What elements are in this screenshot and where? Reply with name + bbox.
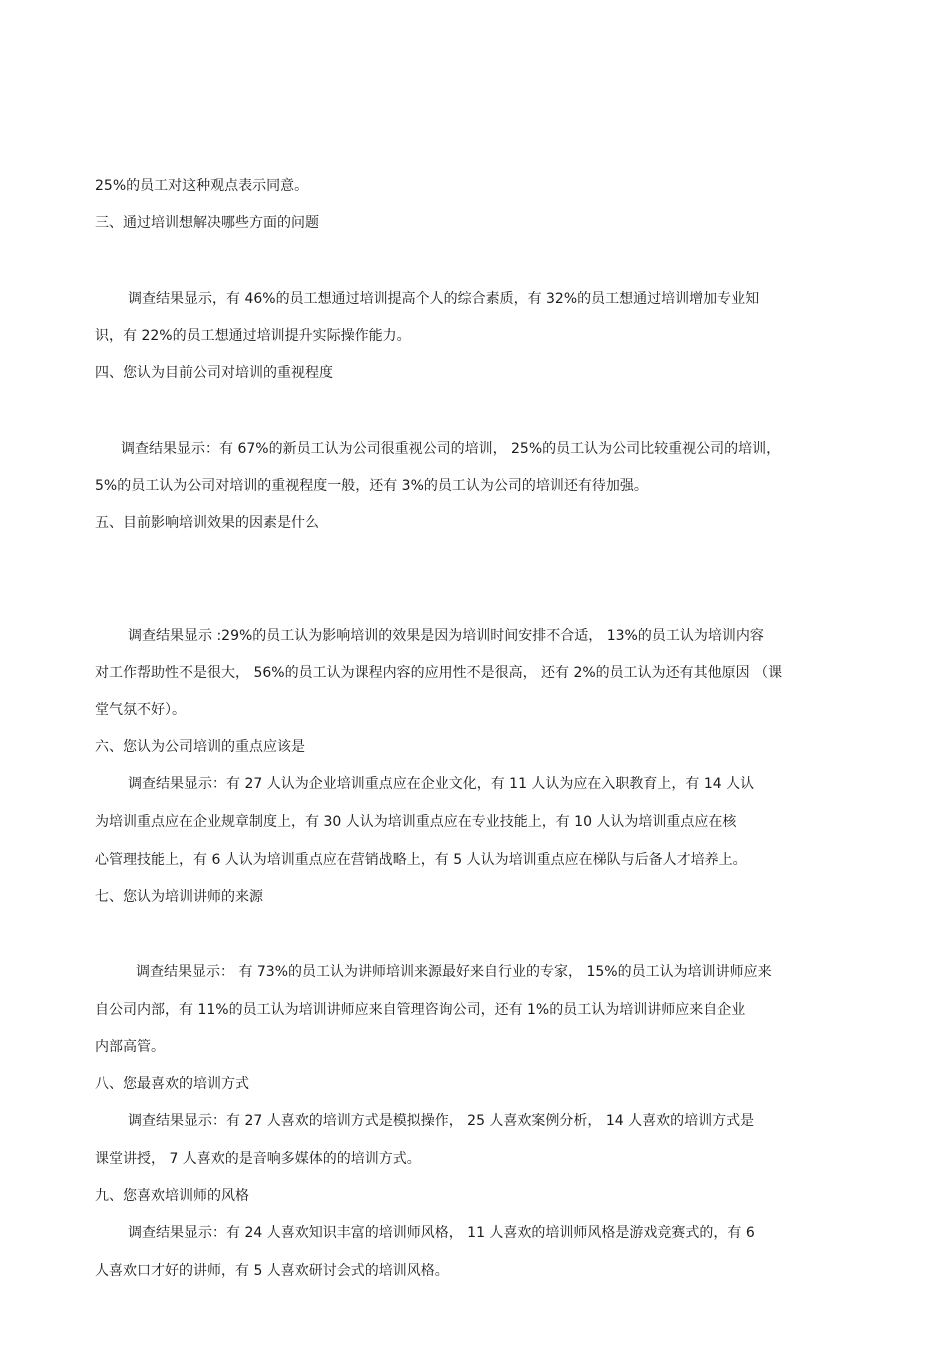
paragraph-line: 5%的员工认为公司对培训的重视程度一般，还有 3%的员工认为公司的培训还有待加强。 [95,478,648,494]
paragraph-line: 课堂讲授， 7 人喜欢的是音响多媒体的的培训方式。 [95,1151,421,1167]
paragraph-line: 调查结果显示：有 24 人喜欢知识丰富的培训师风格， 11 人喜欢的培训师风格是游戏竞赛式的，有 6 [128,1225,755,1241]
paragraph-line: 调查结果显示：有 27 人认为企业培训重点应在企业文化，有 11 人认为应在入职教育上，有 14 人认 [128,776,755,792]
section-heading: 四、您认为目前公司对培训的重视程度 [95,365,333,381]
paragraph-line: 心管理技能上，有 6 人认为培训重点应在营销战略上，有 5 人认为培训重点应在梯队与后备人才培养上。 [95,852,747,868]
paragraph-line: 对工作帮助性不是很大， 56%的员工认为课程内容的应用性不是很高， 还有 2%的员工认为还有其他原因 （课 [95,665,783,681]
section-heading: 三、通过培训想解决哪些方面的问题 [95,215,319,231]
paragraph-line: 调查结果显示：有 27 人喜欢的培训方式是模拟操作， 25 人喜欢案例分析， 14 人喜欢的培训方式是 [128,1113,755,1129]
section-heading: 九、您喜欢培训师的风格 [95,1188,249,1204]
paragraph-line: 识，有 22%的员工想通过培训提升实际操作能力。 [95,328,411,344]
paragraph-line: 自公司内部，有 11%的员工认为培训讲师应来自管理咨询公司，还有 1%的员工认为培训讲师应来自企业 [95,1002,746,1018]
paragraph-line: 内部高管。 [95,1039,165,1055]
paragraph-line: 人喜欢口才好的讲师，有 5 人喜欢研讨会式的培训风格。 [95,1263,449,1279]
paragraph-line: 调查结果显示： 有 73%的员工认为讲师培训来源最好来自行业的专家， 15%的员工认为培训讲师应来 [136,964,772,980]
paragraph-line: 25%的员工对这种观点表示同意。 [95,178,309,194]
section-heading: 六、您认为公司培训的重点应该是 [95,739,305,755]
paragraph-line: 调查结果显示：有 67%的新员工认为公司很重视公司的培训， 25%的员工认为公司比较重视公司的培训， [121,441,781,457]
paragraph-line: 调查结果显示，有 46%的员工想通过培训提高个人的综合素质，有 32%的员工想通过培训增加专业知 [128,291,760,307]
section-heading: 八、您最喜欢的培训方式 [95,1076,249,1092]
section-heading: 五、目前影响培训效果的因素是什么 [95,515,319,531]
paragraph-line: 调查结果显示 :29%的员工认为影响培训的效果是因为培训时间安排不合适， 13%的员工认为培训内容 [128,628,764,644]
paragraph-line: 堂气氛不好）。 [95,702,186,718]
section-heading: 七、您认为培训讲师的来源 [95,889,263,905]
paragraph-line: 为培训重点应在企业规章制度上，有 30 人认为培训重点应在专业技能上，有 10 人认为培训重点应在核 [95,814,737,830]
